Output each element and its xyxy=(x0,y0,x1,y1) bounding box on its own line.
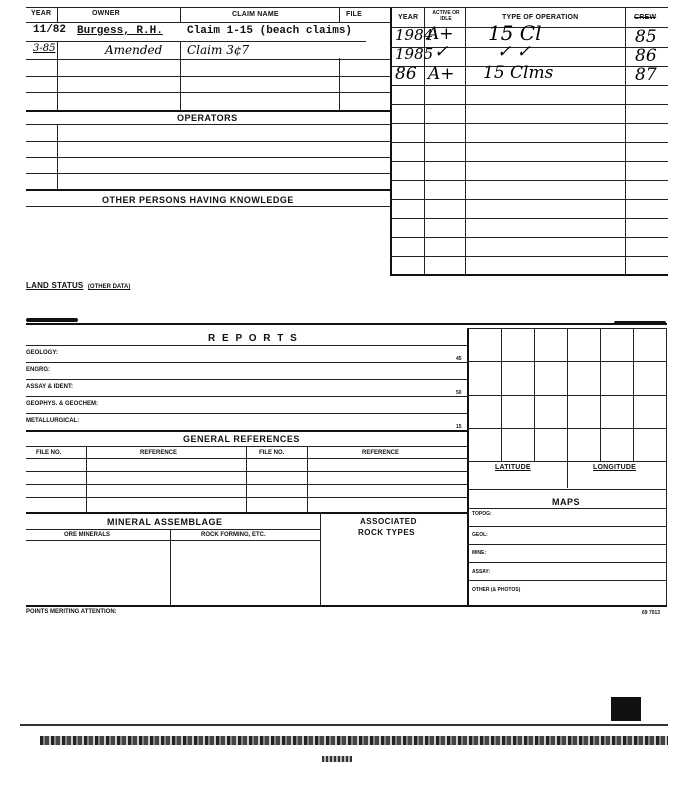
references-divider xyxy=(307,446,308,512)
ops-row-1-crew: 85 xyxy=(635,27,657,47)
grid-line xyxy=(467,428,666,429)
ops-row-rule xyxy=(390,123,668,124)
report-geology-num: 45 xyxy=(456,356,462,362)
maps-row-rule xyxy=(467,544,666,545)
ops-row-rule xyxy=(390,180,668,181)
claims-divider xyxy=(339,7,340,23)
mineral-divider xyxy=(170,529,171,605)
form-number: 69 7013 xyxy=(642,610,661,616)
claims-row-rule xyxy=(26,76,390,77)
scan-mark xyxy=(26,318,78,322)
claims-header-rule xyxy=(26,22,390,23)
ops-row-rule xyxy=(390,104,668,105)
mineral-col-ore-minerals: ORE MINERALS xyxy=(64,532,111,538)
operators-row-rule xyxy=(26,157,390,158)
ops-row-2-year: 1985 xyxy=(395,45,434,63)
ops-row-3-active: A+ xyxy=(428,64,455,84)
references-row-rule xyxy=(26,484,467,485)
claims-divider xyxy=(57,41,58,111)
ops-row-3-crew: 87 xyxy=(635,65,657,85)
report-metallurgical-num: 15 xyxy=(456,424,462,430)
reports-row-rule xyxy=(26,396,467,397)
claim-row-1-claim-name: Claim 1-15 (beach claims) xyxy=(187,25,353,37)
claim-row-1-owner: Burgess, R.H. xyxy=(77,25,163,37)
references-row-rule xyxy=(26,497,467,498)
claims-divider xyxy=(57,7,58,23)
other-persons-rule xyxy=(26,189,390,191)
claims-divider xyxy=(180,41,181,111)
operators-header-rule xyxy=(26,124,390,125)
mineral-header-rule xyxy=(26,529,320,530)
ref-header-reference-2: REFERENCE xyxy=(362,450,400,456)
grid-line xyxy=(467,361,666,362)
points-meriting-attention: POINTS MERITING ATTENTION: xyxy=(26,609,117,615)
section-divider-rule xyxy=(26,323,667,325)
ops-row-rule xyxy=(390,237,668,238)
ref-header-file-no-1: FILE NO. xyxy=(36,450,62,456)
grid-right-border xyxy=(666,328,667,605)
ops-row-rule xyxy=(390,142,668,143)
scan-artifact-block xyxy=(611,697,641,721)
reports-right-border xyxy=(467,328,469,606)
ops-row-1-year: 1984 xyxy=(395,26,434,44)
ops-row-1-type: 15 Cl xyxy=(488,21,542,45)
ops-header-active-or-idle: ACTIVE OR IDLE xyxy=(432,10,460,22)
ref-header-file-no-2: FILE NO. xyxy=(259,450,285,456)
maps-row-rule xyxy=(467,526,666,527)
claims-divider xyxy=(180,7,181,23)
maps-mine-label: MINE: xyxy=(472,550,487,556)
claims-row-rule xyxy=(26,92,390,93)
reports-row-rule xyxy=(26,413,467,414)
operators-row-rule xyxy=(26,141,390,142)
land-status-label: LAND STATUS xyxy=(26,281,84,290)
claims-top-rule xyxy=(26,7,390,8)
reports-header-rule xyxy=(26,345,467,346)
longitude-label: LONGITUDE xyxy=(593,464,637,471)
reports-title: R E P O R T S xyxy=(208,333,299,344)
ops-row-1-active: A+ xyxy=(427,24,454,44)
general-references-title: GENERAL REFERENCES xyxy=(183,434,300,444)
operators-rule xyxy=(26,110,390,112)
other-persons-header-rule xyxy=(26,206,390,207)
ops-row-2-crew: 86 xyxy=(635,46,657,66)
reports-row-rule xyxy=(26,379,467,380)
associated-label: ASSOCIATED xyxy=(360,517,417,526)
ops-row-2-active: ✓ xyxy=(434,42,449,62)
col-header-owner: OWNER xyxy=(92,10,120,17)
maps-row-rule xyxy=(467,580,666,581)
references-divider xyxy=(86,446,87,512)
claim-row-2-owner: Amended xyxy=(105,43,163,57)
ops-header-type-of-operation: TYPE OF OPERATION xyxy=(502,14,579,21)
claim-row-2-claim-name: Claim 3¢7 xyxy=(187,43,250,57)
reports-bottom-rule xyxy=(26,430,467,432)
latitude-label: LATITUDE xyxy=(495,464,531,471)
grid-line xyxy=(567,328,568,488)
ops-row-rule xyxy=(390,199,668,200)
land-status-sub: (OTHER DATA) xyxy=(87,284,131,290)
ops-bottom-rule xyxy=(390,274,668,276)
report-metallurgical-label: METALLURGICAL: xyxy=(26,418,80,424)
col-header-file: FILE xyxy=(346,11,362,18)
land-status xyxy=(26,275,130,293)
col-header-claim-name: CLAIM NAME xyxy=(232,11,279,18)
mineral-col-rock-forming: ROCK FORMING, ETC. xyxy=(201,532,266,538)
other-persons-title: OTHER PERSONS HAVING KNOWLEDGE xyxy=(102,195,294,205)
maps-geol-label: GEOL: xyxy=(472,532,488,538)
operations-top-rule xyxy=(390,7,668,8)
report-assay-num: 50 xyxy=(456,390,462,396)
maps-row-rule xyxy=(467,562,666,563)
rock-types-label: ROCK TYPES xyxy=(358,528,416,537)
ops-header-year: YEAR xyxy=(398,14,419,21)
operators-row-rule xyxy=(26,173,390,174)
claims-row-rule xyxy=(26,41,366,42)
ops-row-3-type: 15 Clms xyxy=(483,63,554,83)
operators-title: OPERATORS xyxy=(177,113,238,123)
claim-row-1-year: 11/82 xyxy=(33,24,67,36)
mineral-subheader-rule xyxy=(26,540,320,541)
mineral-divider xyxy=(320,512,321,605)
maps-row-rule xyxy=(467,508,666,509)
references-row-rule xyxy=(26,471,467,472)
references-divider xyxy=(246,446,247,512)
footer-top-rule xyxy=(26,605,667,607)
scan-artifact-line xyxy=(20,724,668,726)
maps-other-label: OTHER (& PHOTOS) xyxy=(472,587,521,593)
ops-header-crew: CREW xyxy=(634,14,657,21)
maps-header-rule xyxy=(467,489,666,490)
maps-topog-label: TOPOG: xyxy=(472,511,492,517)
claims-row-rule xyxy=(26,59,390,60)
references-bottom-rule xyxy=(26,512,467,514)
scan-artifact-smudge xyxy=(322,756,352,762)
reports-row-rule xyxy=(26,362,467,363)
mineral-assemblage-title: MINERAL ASSEMBLAGE xyxy=(107,517,223,527)
report-engrg-label: ENGRG: xyxy=(26,367,50,373)
grid-line xyxy=(467,461,666,462)
col-header-year: YEAR xyxy=(31,10,52,17)
report-geology-label: GEOLOGY: xyxy=(26,350,58,356)
claims-divider xyxy=(339,58,340,111)
maps-assay-label: ASSAY: xyxy=(472,569,491,575)
scan-artifact-band xyxy=(40,736,668,745)
grid-line xyxy=(467,395,666,396)
claim-row-2-year: 3-85 xyxy=(33,43,56,54)
ops-row-rule xyxy=(390,218,668,219)
maps-title: MAPS xyxy=(552,497,581,507)
ops-row-rule xyxy=(390,256,668,257)
report-assay-label: ASSAY & IDENT: xyxy=(26,384,74,390)
ops-row-3-year: 86 xyxy=(395,64,417,84)
ref-header-reference-1: REFERENCE xyxy=(140,450,178,456)
ops-row-rule xyxy=(390,161,668,162)
report-geophys-label: GEOPHYS. & GEOCHEM: xyxy=(26,401,99,407)
ops-row-rule xyxy=(390,85,668,86)
ops-row-2-type: ✓ ✓ xyxy=(497,42,531,62)
